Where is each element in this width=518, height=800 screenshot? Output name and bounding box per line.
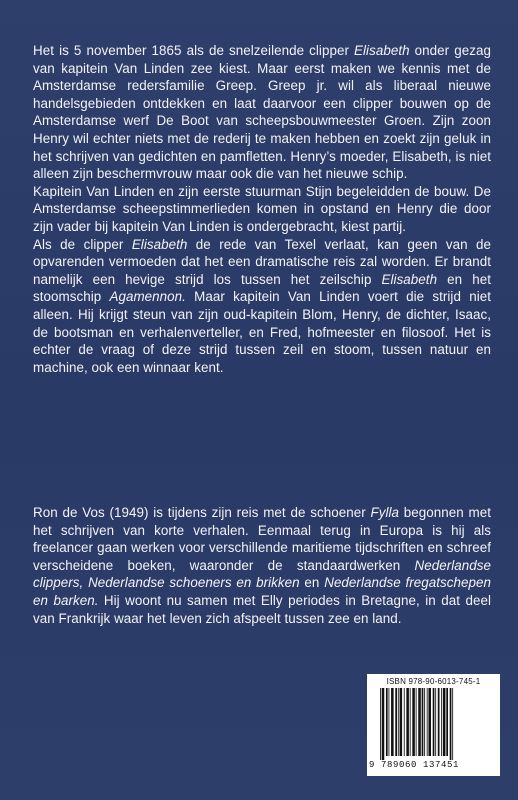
barcode-bar	[438, 688, 440, 756]
blurb-paragraph	[33, 183, 491, 236]
barcode-bar	[382, 688, 385, 760]
text-run: Maar kapitein Van Linden voert die strijd niet alleen. Hij krijgt steun van zijn oud-kapitein Blom, Henry, de dichter, Isaac, de bootsman en verhalenverteller, en Fred, hofmeester en filosoof. Het is echter de vraag of deze strijd tussen zeil en stoom, tussen natuur en machine, ook een winnaar kent.	[33, 289, 491, 375]
barcode-image	[379, 688, 493, 760]
barcode-bar	[427, 688, 428, 756]
barcode-bar	[406, 688, 409, 756]
barcode-bar	[412, 688, 415, 756]
barcode-bar	[398, 688, 399, 756]
text-run: Kapitein Van Linden en zijn eerste stuurman Stijn begeleidden de bouw. De Amsterdamse scheepstimmerlieden komen in opstand en Henry die door zijn vader bij kapitein Van Linden is ondergebracht, kiest partij.	[33, 183, 491, 234]
text-run: Hij woont nu samen met Elly periodes in Bretagne, in dat deel van Frankrijk waar het leven zich afspeelt tussen zee en land.	[33, 592, 491, 626]
text-run: en	[299, 575, 325, 591]
text-run: de rede van Texel verlaat, kan geen van de opvarenden vermoeden dat het een dramatische reis zal worden. Er brandt namelijk een hevige strijd los tussen het zeilschip	[33, 236, 491, 287]
italic-title: Elisabeth	[354, 43, 410, 58]
barcode-bar	[428, 688, 431, 756]
barcode-bar	[433, 688, 435, 756]
text-run: en het stoomschip	[33, 271, 491, 305]
barcode-bar	[416, 688, 417, 756]
ean-digits: 9 789060 137451	[369, 760, 460, 770]
blurb-paragraph	[33, 42, 491, 183]
italic-title: Elisabeth	[131, 236, 188, 252]
barcode-bar	[400, 688, 403, 756]
isbn-label: ISBN 978-90-6013-745-1	[386, 677, 481, 686]
barcode-bar	[435, 688, 436, 756]
barcode-bar	[410, 688, 411, 756]
barcode-bar	[386, 688, 388, 756]
italic-title: Nederlandse fregatschepen en barken.	[33, 575, 491, 608]
text-run: begonnen met het schrijven van korte verhalen. Eenmaal terug in Europa is hij als freelancer gaan werken voor verschillende maritieme tijdschriften en schreef verscheidene boeken, waaronder de standaardwerken	[33, 505, 491, 573]
barcode-bar	[404, 688, 405, 756]
barcode-bar	[446, 688, 448, 756]
blurb-text	[33, 42, 491, 376]
barcode-bar	[450, 688, 452, 760]
barcode-bar	[380, 688, 381, 760]
barcode-bar	[443, 688, 446, 756]
barcode-bar	[422, 688, 424, 756]
barcode-bar	[395, 688, 397, 756]
barcode-bar	[418, 688, 421, 756]
text-run: onder gezag van kapitein Van Linden zee kiest. Maar eerst maken we kennis met de Amsterdamse redersfamilie Greep. Greep jr. wil als liberaal nieuwe handelsgebieden ontdekken en laat daarvoor een clipper bouwen op de Amsterdamse werf De Boot van scheepsbouwmeester Groen. Zijn zoon Henry wil echter niets met de rederij te maken hebben en zoekt zijn geluk in het schrijven van gedichten en pamfletten. Henry’s moeder, Elisabeth, is niet alleen zijn beschermvrouw maar ook die van het nieuwe schip.	[33, 43, 491, 182]
barcode-bar	[391, 688, 394, 756]
barcode-bar	[441, 688, 442, 756]
barcode-bar	[452, 688, 453, 760]
barcode-bar	[389, 688, 390, 756]
text-run: Ron de Vos (1949) is tijdens zijn reis met de schoener	[33, 505, 371, 520]
italic-title: Elisabeth	[381, 271, 438, 287]
text-run: Het is 5 november 1865 als de snelzeilende clipper	[33, 43, 355, 58]
author-paragraph	[33, 504, 491, 627]
author-bio	[33, 504, 491, 627]
italic-title: Agamennon.	[109, 289, 186, 305]
barcode-bar	[424, 688, 425, 756]
italic-title: Fylla	[370, 505, 400, 520]
italic-title: Nederlandse clippers, Nederlandse schoeners en brikken	[33, 557, 491, 591]
barcode-panel	[367, 674, 500, 776]
text-run: Als de clipper	[33, 236, 132, 252]
blurb-paragraph	[33, 236, 491, 377]
